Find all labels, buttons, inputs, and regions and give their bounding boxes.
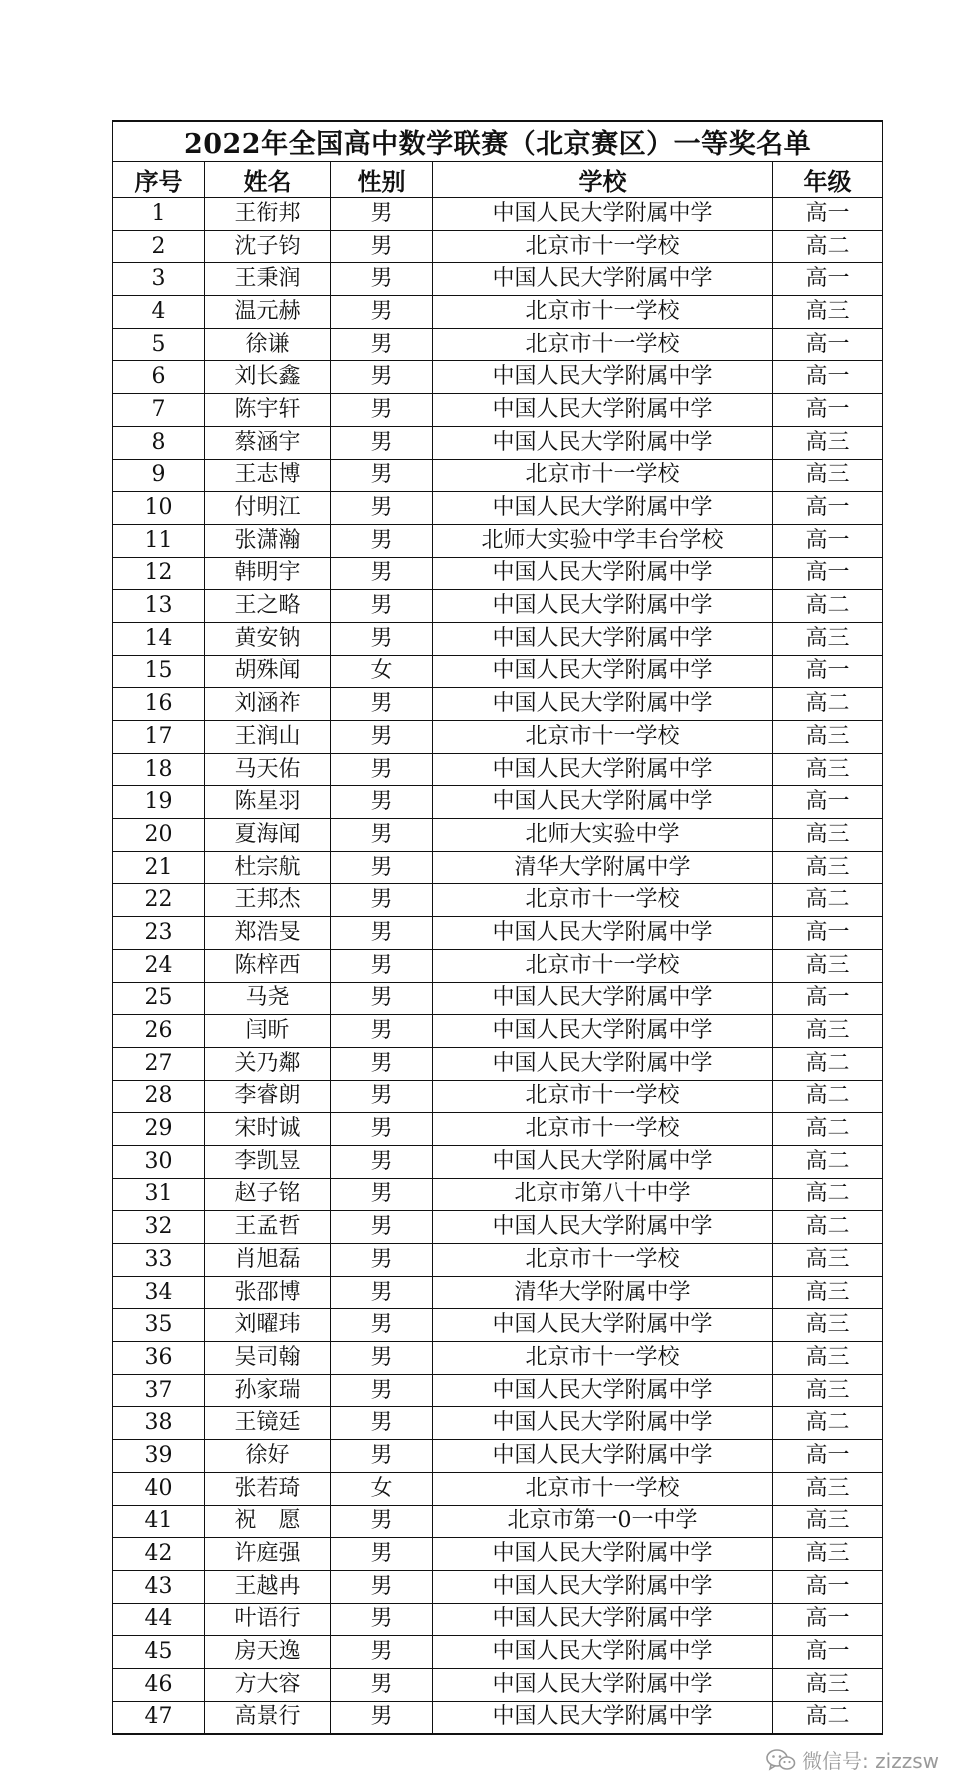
student-gender: 男 <box>331 622 433 655</box>
row-number: 47 <box>113 1701 205 1734</box>
grade: 高三 <box>773 819 883 852</box>
student-name: 蔡涵宇 <box>205 426 331 459</box>
student-gender: 男 <box>331 590 433 623</box>
row-number: 10 <box>113 492 205 525</box>
row-number: 31 <box>113 1178 205 1211</box>
grade: 高二 <box>773 590 883 623</box>
row-number: 42 <box>113 1538 205 1571</box>
school-name: 中国人民大学附属中学 <box>433 786 773 819</box>
grade: 高一 <box>773 1570 883 1603</box>
student-gender: 男 <box>331 524 433 557</box>
student-name: 张潇瀚 <box>205 524 331 557</box>
table-row <box>113 1178 883 1211</box>
school-name: 中国人民大学附属中学 <box>433 1309 773 1342</box>
row-number: 38 <box>113 1407 205 1440</box>
row-number: 2 <box>113 230 205 263</box>
row-number: 23 <box>113 917 205 950</box>
table-row <box>113 982 883 1015</box>
row-number: 40 <box>113 1472 205 1505</box>
school-name: 中国人民大学附属中学 <box>433 426 773 459</box>
school-name: 中国人民大学附属中学 <box>433 557 773 590</box>
student-name: 王秉润 <box>205 263 331 296</box>
table-row <box>113 394 883 427</box>
row-number: 21 <box>113 851 205 884</box>
school-name: 中国人民大学附属中学 <box>433 590 773 623</box>
grade: 高一 <box>773 982 883 1015</box>
grade: 高二 <box>773 1080 883 1113</box>
grade: 高二 <box>773 1113 883 1146</box>
table-row <box>113 459 883 492</box>
award-list-table <box>112 120 883 1735</box>
student-name: 徐好 <box>205 1440 331 1473</box>
table-row <box>113 1309 883 1342</box>
student-name: 沈子钧 <box>205 230 331 263</box>
column-header-gender: 性别 <box>331 162 433 198</box>
school-name: 中国人民大学附属中学 <box>433 1538 773 1571</box>
school-name: 中国人民大学附属中学 <box>433 655 773 688</box>
school-name: 中国人民大学附属中学 <box>433 1701 773 1734</box>
school-name: 中国人民大学附属中学 <box>433 492 773 525</box>
row-number: 12 <box>113 557 205 590</box>
table-row <box>113 1374 883 1407</box>
student-name: 叶语行 <box>205 1603 331 1636</box>
table-row <box>113 949 883 982</box>
student-name: 王邦杰 <box>205 884 331 917</box>
school-name: 中国人民大学附属中学 <box>433 982 773 1015</box>
school-name: 中国人民大学附属中学 <box>433 688 773 721</box>
student-name: 肖旭磊 <box>205 1244 331 1277</box>
school-name: 北京市十一学校 <box>433 721 773 754</box>
table-row <box>113 1603 883 1636</box>
row-number: 28 <box>113 1080 205 1113</box>
table-row <box>113 1145 883 1178</box>
row-number: 39 <box>113 1440 205 1473</box>
student-gender: 女 <box>331 655 433 688</box>
grade: 高二 <box>773 1211 883 1244</box>
grade: 高三 <box>773 1276 883 1309</box>
column-header-name: 姓名 <box>205 162 331 198</box>
school-name: 北京市第一0一中学 <box>433 1505 773 1538</box>
student-gender: 男 <box>331 1603 433 1636</box>
grade: 高一 <box>773 1603 883 1636</box>
student-name: 许庭强 <box>205 1538 331 1571</box>
student-gender: 男 <box>331 1570 433 1603</box>
school-name: 北京市十一学校 <box>433 1244 773 1277</box>
grade: 高三 <box>773 1538 883 1571</box>
watermark-text: 微信号: zizzsw <box>802 1749 939 1773</box>
grade: 高二 <box>773 688 883 721</box>
table-row <box>113 557 883 590</box>
student-gender: 男 <box>331 1080 433 1113</box>
row-number: 37 <box>113 1374 205 1407</box>
grade: 高三 <box>773 426 883 459</box>
student-name: 郑浩旻 <box>205 917 331 950</box>
grade: 高二 <box>773 884 883 917</box>
student-name: 宋时诚 <box>205 1113 331 1146</box>
student-gender: 男 <box>331 1211 433 1244</box>
student-gender: 男 <box>331 982 433 1015</box>
table-row <box>113 1636 883 1669</box>
student-gender: 男 <box>331 230 433 263</box>
watermark <box>766 1745 939 1774</box>
grade: 高三 <box>773 296 883 329</box>
school-name: 北京市十一学校 <box>433 1342 773 1375</box>
row-number: 5 <box>113 328 205 361</box>
row-number: 36 <box>113 1342 205 1375</box>
student-gender: 男 <box>331 557 433 590</box>
grade: 高二 <box>773 1178 883 1211</box>
school-name: 北京市第八十中学 <box>433 1178 773 1211</box>
school-name: 清华大学附属中学 <box>433 851 773 884</box>
grade: 高二 <box>773 1047 883 1080</box>
grade: 高三 <box>773 1015 883 1048</box>
row-number: 22 <box>113 884 205 917</box>
student-gender: 男 <box>331 1113 433 1146</box>
student-name: 王志博 <box>205 459 331 492</box>
table-row <box>113 1505 883 1538</box>
row-number: 41 <box>113 1505 205 1538</box>
school-name: 中国人民大学附属中学 <box>433 1145 773 1178</box>
grade: 高一 <box>773 328 883 361</box>
table-row <box>113 851 883 884</box>
student-gender: 男 <box>331 394 433 427</box>
table-row <box>113 198 883 231</box>
row-number: 18 <box>113 753 205 786</box>
grade: 高三 <box>773 1309 883 1342</box>
student-name: 黄安钠 <box>205 622 331 655</box>
student-name: 王镜廷 <box>205 1407 331 1440</box>
student-gender: 男 <box>331 1342 433 1375</box>
table-body <box>113 198 883 1735</box>
school-name: 中国人民大学附属中学 <box>433 917 773 950</box>
grade: 高三 <box>773 1472 883 1505</box>
table-row <box>113 1407 883 1440</box>
school-name: 北京市十一学校 <box>433 459 773 492</box>
student-name: 高景行 <box>205 1701 331 1734</box>
student-name: 闫昕 <box>205 1015 331 1048</box>
row-number: 6 <box>113 361 205 394</box>
school-name: 北京市十一学校 <box>433 328 773 361</box>
grade: 高一 <box>773 1636 883 1669</box>
student-gender: 男 <box>331 1374 433 1407</box>
grade: 高三 <box>773 459 883 492</box>
row-number: 32 <box>113 1211 205 1244</box>
school-name: 北京市十一学校 <box>433 949 773 982</box>
table-row <box>113 721 883 754</box>
student-gender: 男 <box>331 1178 433 1211</box>
grade: 高一 <box>773 786 883 819</box>
student-name: 徐谦 <box>205 328 331 361</box>
school-name: 北京市十一学校 <box>433 1113 773 1146</box>
row-number: 9 <box>113 459 205 492</box>
school-name: 中国人民大学附属中学 <box>433 1668 773 1701</box>
student-gender: 男 <box>331 296 433 329</box>
student-name: 胡殊闻 <box>205 655 331 688</box>
student-name: 王孟哲 <box>205 1211 331 1244</box>
table-row <box>113 1472 883 1505</box>
student-gender: 男 <box>331 1145 433 1178</box>
student-gender: 男 <box>331 1538 433 1571</box>
school-name: 中国人民大学附属中学 <box>433 394 773 427</box>
student-gender: 男 <box>331 1244 433 1277</box>
grade: 高三 <box>773 753 883 786</box>
grade: 高三 <box>773 1244 883 1277</box>
school-name: 北京市十一学校 <box>433 1080 773 1113</box>
grade: 高三 <box>773 851 883 884</box>
school-name: 中国人民大学附属中学 <box>433 1047 773 1080</box>
student-name: 李睿朗 <box>205 1080 331 1113</box>
school-name: 中国人民大学附属中学 <box>433 753 773 786</box>
student-gender: 男 <box>331 688 433 721</box>
student-name: 祝 愿 <box>205 1505 331 1538</box>
row-number: 35 <box>113 1309 205 1342</box>
student-name: 张邵博 <box>205 1276 331 1309</box>
school-name: 中国人民大学附属中学 <box>433 361 773 394</box>
row-number: 44 <box>113 1603 205 1636</box>
row-number: 24 <box>113 949 205 982</box>
school-name: 中国人民大学附属中学 <box>433 1440 773 1473</box>
row-number: 13 <box>113 590 205 623</box>
student-name: 刘曜玮 <box>205 1309 331 1342</box>
student-gender: 男 <box>331 361 433 394</box>
table-row <box>113 655 883 688</box>
row-number: 27 <box>113 1047 205 1080</box>
wechat-icon <box>766 1748 796 1772</box>
student-name: 孙家瑞 <box>205 1374 331 1407</box>
table-row <box>113 524 883 557</box>
student-gender: 男 <box>331 753 433 786</box>
row-number: 4 <box>113 296 205 329</box>
student-name: 吴司翰 <box>205 1342 331 1375</box>
student-gender: 男 <box>331 949 433 982</box>
grade: 高二 <box>773 1145 883 1178</box>
school-name: 中国人民大学附属中学 <box>433 622 773 655</box>
student-gender: 男 <box>331 426 433 459</box>
student-name: 刘涵祚 <box>205 688 331 721</box>
grade: 高三 <box>773 1342 883 1375</box>
column-header-school: 学校 <box>433 162 773 198</box>
student-name: 王衔邦 <box>205 198 331 231</box>
student-name: 赵子铭 <box>205 1178 331 1211</box>
column-header-number: 序号 <box>113 162 205 198</box>
student-name: 陈宇轩 <box>205 394 331 427</box>
student-gender: 男 <box>331 1276 433 1309</box>
student-name: 马尧 <box>205 982 331 1015</box>
student-gender: 男 <box>331 819 433 852</box>
table-row <box>113 1211 883 1244</box>
table-row <box>113 1015 883 1048</box>
student-gender: 男 <box>331 328 433 361</box>
grade: 高三 <box>773 622 883 655</box>
student-gender: 男 <box>331 1015 433 1048</box>
table-row <box>113 1570 883 1603</box>
student-name: 张若琦 <box>205 1472 331 1505</box>
table-row <box>113 1440 883 1473</box>
school-name: 中国人民大学附属中学 <box>433 1570 773 1603</box>
school-name: 中国人民大学附属中学 <box>433 1603 773 1636</box>
table-row <box>113 622 883 655</box>
table-row <box>113 1047 883 1080</box>
school-name: 北京市十一学校 <box>433 230 773 263</box>
student-name: 王越冉 <box>205 1570 331 1603</box>
table-row <box>113 492 883 525</box>
student-name: 杜宗航 <box>205 851 331 884</box>
grade: 高三 <box>773 949 883 982</box>
student-gender: 男 <box>331 786 433 819</box>
table-row <box>113 1276 883 1309</box>
student-name: 韩明宇 <box>205 557 331 590</box>
school-name: 中国人民大学附属中学 <box>433 1374 773 1407</box>
grade: 高一 <box>773 557 883 590</box>
school-name: 中国人民大学附属中学 <box>433 1407 773 1440</box>
row-number: 34 <box>113 1276 205 1309</box>
row-number: 26 <box>113 1015 205 1048</box>
student-gender: 男 <box>331 1407 433 1440</box>
grade: 高一 <box>773 263 883 296</box>
grade: 高三 <box>773 721 883 754</box>
grade: 高一 <box>773 198 883 231</box>
table-row <box>113 917 883 950</box>
student-gender: 男 <box>331 1309 433 1342</box>
student-gender: 男 <box>331 1701 433 1734</box>
table-title: 2022年全国高中数学联赛（北京赛区）一等奖名单 <box>113 121 883 162</box>
row-number: 14 <box>113 622 205 655</box>
student-gender: 男 <box>331 1440 433 1473</box>
school-name: 中国人民大学附属中学 <box>433 1015 773 1048</box>
student-name: 马天佑 <box>205 753 331 786</box>
school-name: 北京市十一学校 <box>433 884 773 917</box>
grade: 高三 <box>773 1374 883 1407</box>
table-row <box>113 753 883 786</box>
student-name: 方大容 <box>205 1668 331 1701</box>
row-number: 30 <box>113 1145 205 1178</box>
grade: 高三 <box>773 1505 883 1538</box>
row-number: 20 <box>113 819 205 852</box>
student-gender: 男 <box>331 851 433 884</box>
student-name: 温元赫 <box>205 296 331 329</box>
student-name: 陈星羽 <box>205 786 331 819</box>
student-name: 刘长鑫 <box>205 361 331 394</box>
student-name: 付明江 <box>205 492 331 525</box>
student-name: 李凯昱 <box>205 1145 331 1178</box>
grade: 高二 <box>773 1701 883 1734</box>
table-row <box>113 1538 883 1571</box>
student-gender: 女 <box>331 1472 433 1505</box>
school-name: 中国人民大学附属中学 <box>433 1211 773 1244</box>
grade: 高一 <box>773 917 883 950</box>
student-gender: 男 <box>331 492 433 525</box>
table-row <box>113 1080 883 1113</box>
table-row <box>113 328 883 361</box>
student-gender: 男 <box>331 263 433 296</box>
school-name: 中国人民大学附属中学 <box>433 263 773 296</box>
student-name: 夏海闻 <box>205 819 331 852</box>
row-number: 1 <box>113 198 205 231</box>
table-row <box>113 296 883 329</box>
student-gender: 男 <box>331 1505 433 1538</box>
school-name: 北京市十一学校 <box>433 296 773 329</box>
header-row <box>113 162 883 198</box>
row-number: 3 <box>113 263 205 296</box>
school-name: 中国人民大学附属中学 <box>433 1636 773 1669</box>
table-row <box>113 786 883 819</box>
student-gender: 男 <box>331 917 433 950</box>
grade: 高一 <box>773 394 883 427</box>
student-gender: 男 <box>331 1636 433 1669</box>
school-name: 清华大学附属中学 <box>433 1276 773 1309</box>
school-name: 北师大实验中学 <box>433 819 773 852</box>
row-number: 43 <box>113 1570 205 1603</box>
row-number: 46 <box>113 1668 205 1701</box>
grade: 高一 <box>773 1440 883 1473</box>
grade: 高一 <box>773 361 883 394</box>
title-row <box>113 121 883 162</box>
row-number: 16 <box>113 688 205 721</box>
table-row <box>113 1342 883 1375</box>
table-row <box>113 1701 883 1734</box>
student-name: 陈梓西 <box>205 949 331 982</box>
grade: 高一 <box>773 655 883 688</box>
school-name: 中国人民大学附属中学 <box>433 198 773 231</box>
student-name: 房天逸 <box>205 1636 331 1669</box>
table-row <box>113 1668 883 1701</box>
row-number: 45 <box>113 1636 205 1669</box>
student-gender: 男 <box>331 1047 433 1080</box>
school-name: 北京市十一学校 <box>433 1472 773 1505</box>
table-row <box>113 590 883 623</box>
row-number: 11 <box>113 524 205 557</box>
student-name: 王润山 <box>205 721 331 754</box>
table-row <box>113 263 883 296</box>
table-row <box>113 1244 883 1277</box>
row-number: 19 <box>113 786 205 819</box>
grade: 高一 <box>773 492 883 525</box>
row-number: 7 <box>113 394 205 427</box>
table-row <box>113 884 883 917</box>
grade: 高三 <box>773 1668 883 1701</box>
student-gender: 男 <box>331 198 433 231</box>
school-name: 北师大实验中学丰台学校 <box>433 524 773 557</box>
student-gender: 男 <box>331 721 433 754</box>
student-gender: 男 <box>331 459 433 492</box>
table-row <box>113 361 883 394</box>
grade: 高二 <box>773 1407 883 1440</box>
student-name: 王之略 <box>205 590 331 623</box>
table-row <box>113 230 883 263</box>
row-number: 29 <box>113 1113 205 1146</box>
table-row <box>113 426 883 459</box>
student-gender: 男 <box>331 884 433 917</box>
student-name: 关乃鄰 <box>205 1047 331 1080</box>
grade: 高一 <box>773 524 883 557</box>
table-row <box>113 819 883 852</box>
grade: 高二 <box>773 230 883 263</box>
column-header-grade: 年级 <box>773 162 883 198</box>
row-number: 8 <box>113 426 205 459</box>
row-number: 25 <box>113 982 205 1015</box>
table-row <box>113 1113 883 1146</box>
row-number: 15 <box>113 655 205 688</box>
row-number: 33 <box>113 1244 205 1277</box>
table-row <box>113 688 883 721</box>
row-number: 17 <box>113 721 205 754</box>
student-gender: 男 <box>331 1668 433 1701</box>
